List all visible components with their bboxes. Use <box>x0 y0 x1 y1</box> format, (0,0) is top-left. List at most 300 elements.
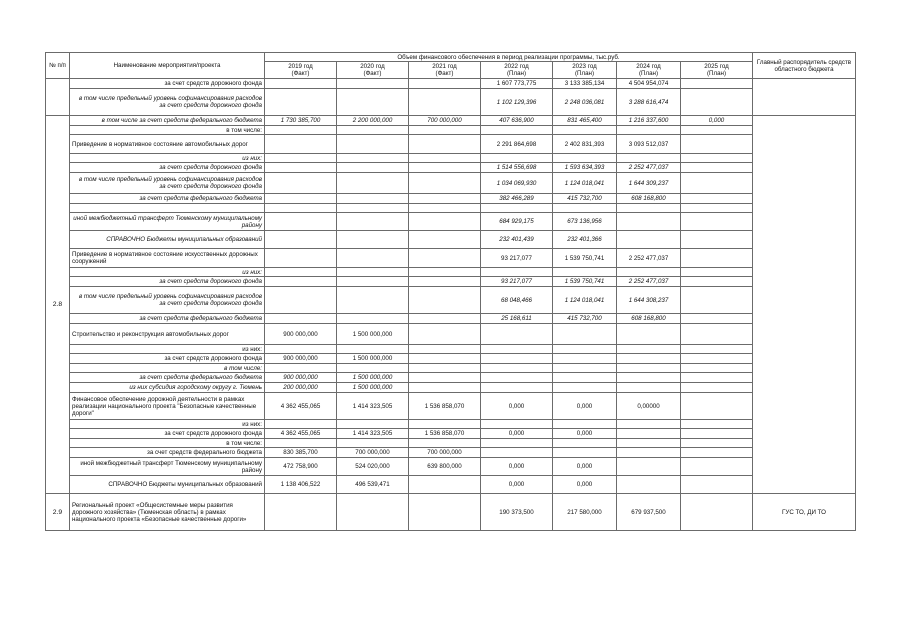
value-cell: 190 373,500 <box>481 494 553 531</box>
value-cell <box>409 126 481 135</box>
value-cell <box>265 194 337 204</box>
header-year-label: 2022 год <box>504 63 529 70</box>
value-cell <box>265 364 337 373</box>
value-cell <box>681 314 753 324</box>
value-cell <box>681 213 753 231</box>
activity-name: за счет средств федерального бюджета <box>70 194 265 204</box>
activity-name: Приведение в нормативное состояние автомобильных дорог <box>70 135 265 154</box>
table-row <box>46 429 856 439</box>
value-cell <box>681 135 753 154</box>
activity-name <box>70 204 265 213</box>
value-cell <box>337 439 409 448</box>
table-row <box>46 420 856 429</box>
value-cell: 1 500 000,000 <box>337 354 409 364</box>
value-cell: 407 636,900 <box>481 116 553 126</box>
value-cell <box>681 458 753 476</box>
value-cell <box>409 373 481 383</box>
value-cell: 1 414 323,505 <box>337 393 409 420</box>
value-cell <box>265 204 337 213</box>
table-row <box>46 373 856 383</box>
header-year-label: 2024 год <box>636 63 661 70</box>
value-cell: 2 252 477,037 <box>617 163 681 173</box>
header-year-kind: (План) <box>706 70 727 77</box>
value-cell <box>265 268 337 277</box>
activity-name: из них: <box>70 268 265 277</box>
value-cell: 1 216 337,600 <box>617 116 681 126</box>
value-cell: 3 093 512,037 <box>617 135 681 154</box>
activity-name: Региональный проект «Общесистемные меры развития дорожного хозяйства» (Тюменская область) в рамках национального проекта «Безопасные качественные дороги» <box>70 494 265 531</box>
table-row <box>46 204 856 213</box>
activity-name: в том числе предельный уровень софинансирования расходов за счет средств дорожного фонда <box>70 89 265 116</box>
table-row <box>46 213 856 231</box>
value-cell <box>265 163 337 173</box>
value-cell <box>553 324 617 345</box>
table-row <box>46 383 856 393</box>
activity-name: в том числе: <box>70 439 265 448</box>
table-row <box>46 116 856 126</box>
value-cell <box>409 383 481 393</box>
value-cell <box>553 364 617 373</box>
value-cell <box>409 364 481 373</box>
value-cell: 830 385,700 <box>265 448 337 458</box>
activity-name: иной межбюджетный трансферт Тюменскому муниципальному району <box>70 458 265 476</box>
value-cell: 2 252 477,037 <box>617 249 681 268</box>
value-cell: 900 000,000 <box>265 373 337 383</box>
value-cell <box>681 383 753 393</box>
value-cell <box>481 439 553 448</box>
activity-name: СПРАВОЧНО Бюджеты муниципальных образований <box>70 231 265 249</box>
value-cell <box>337 494 409 531</box>
value-cell: 200 000,000 <box>265 383 337 393</box>
table-row <box>46 458 856 476</box>
value-cell <box>481 204 553 213</box>
value-cell <box>409 420 481 429</box>
value-cell <box>481 154 553 163</box>
financing-table-sheet <box>45 52 855 531</box>
value-cell <box>681 354 753 364</box>
value-cell <box>617 439 681 448</box>
value-cell: 4 362 455,065 <box>265 393 337 420</box>
value-cell: 700 000,000 <box>409 448 481 458</box>
value-cell: 1 593 634,393 <box>553 163 617 173</box>
value-cell <box>617 383 681 393</box>
value-cell: 1 536 858,070 <box>409 429 481 439</box>
table-row <box>46 173 856 194</box>
value-cell <box>681 345 753 354</box>
value-cell: 2 252 477,037 <box>617 277 681 287</box>
value-cell: 1 539 750,741 <box>553 249 617 268</box>
value-cell <box>337 163 409 173</box>
value-cell <box>337 231 409 249</box>
table-row <box>46 231 856 249</box>
table-header <box>46 53 856 79</box>
value-cell <box>681 89 753 116</box>
value-cell: 1 536 858,070 <box>409 393 481 420</box>
activity-name: Финансовое обеспечение дорожной деятельности в рамках реализации национального проекта "Безопасные качественные дороги" <box>70 393 265 420</box>
value-cell <box>409 345 481 354</box>
value-cell <box>617 458 681 476</box>
value-cell: 608 168,800 <box>617 314 681 324</box>
value-cell: 831 465,400 <box>553 116 617 126</box>
value-cell <box>481 373 553 383</box>
value-cell <box>617 429 681 439</box>
value-cell: 1 124 018,041 <box>553 173 617 194</box>
value-cell <box>681 439 753 448</box>
value-cell: 2 402 831,393 <box>553 135 617 154</box>
table-row <box>46 364 856 373</box>
value-cell: 1 514 556,698 <box>481 163 553 173</box>
value-cell <box>265 287 337 314</box>
value-cell: 1 500 000,000 <box>337 373 409 383</box>
value-cell: 679 937,500 <box>617 494 681 531</box>
value-cell <box>681 154 753 163</box>
value-cell: 1 607 773,775 <box>481 79 553 89</box>
value-cell: 232 401,366 <box>553 231 617 249</box>
value-cell: 700 000,000 <box>409 116 481 126</box>
value-cell <box>337 194 409 204</box>
value-cell <box>481 345 553 354</box>
value-cell: 673 136,956 <box>553 213 617 231</box>
value-cell <box>409 314 481 324</box>
value-cell: 2 291 864,698 <box>481 135 553 154</box>
activity-name: за счет средств дорожного фонда <box>70 429 265 439</box>
row-number: 2.9 <box>46 494 70 531</box>
activity-name: Приведение в нормативное состояние искусственных дорожных сооружений <box>70 249 265 268</box>
value-cell <box>681 163 753 173</box>
header-year-kind: (Факт) <box>435 70 454 77</box>
value-cell <box>681 79 753 89</box>
value-cell: 1 730 385,700 <box>265 116 337 126</box>
value-cell: 1 644 308,237 <box>617 287 681 314</box>
value-cell <box>553 204 617 213</box>
value-cell: 0,000 <box>481 476 553 494</box>
financing-table <box>45 52 856 531</box>
table-body <box>46 79 856 531</box>
activity-name: за счет средств дорожного фонда <box>70 277 265 287</box>
value-cell <box>681 287 753 314</box>
value-cell: 0,000 <box>553 476 617 494</box>
activity-name: из них: <box>70 345 265 354</box>
value-cell <box>337 287 409 314</box>
value-cell: 700 000,000 <box>337 448 409 458</box>
table-row <box>46 154 856 163</box>
value-cell <box>681 126 753 135</box>
table-row <box>46 249 856 268</box>
value-cell <box>265 249 337 268</box>
activity-name: за счет средств дорожного фонда <box>70 163 265 173</box>
value-cell: 4 362 455,065 <box>265 429 337 439</box>
value-cell <box>409 173 481 194</box>
header-owner: Главный распорядитель средств областного бюджета <box>753 53 856 79</box>
value-cell <box>409 231 481 249</box>
value-cell <box>265 135 337 154</box>
activity-name: за счет средств федерального бюджета <box>70 314 265 324</box>
value-cell <box>409 154 481 163</box>
value-cell <box>681 194 753 204</box>
value-cell: 0,000 <box>681 116 753 126</box>
table-row <box>46 314 856 324</box>
value-cell: 232 401,439 <box>481 231 553 249</box>
value-cell <box>617 345 681 354</box>
value-cell: 1 124 018,041 <box>553 287 617 314</box>
value-cell <box>617 213 681 231</box>
value-cell <box>481 126 553 135</box>
value-cell <box>265 420 337 429</box>
row-number: 2.8 <box>46 116 70 494</box>
value-cell <box>265 89 337 116</box>
value-cell: 415 732,700 <box>553 314 617 324</box>
value-cell <box>337 89 409 116</box>
value-cell: 0,000 <box>481 429 553 439</box>
value-cell <box>617 448 681 458</box>
value-cell <box>681 476 753 494</box>
header-year <box>265 62 337 79</box>
table-row <box>46 439 856 448</box>
value-cell <box>617 231 681 249</box>
header-year <box>409 62 481 79</box>
table-row <box>46 345 856 354</box>
activity-name: за счет средств дорожного фонда <box>70 79 265 89</box>
header-year-label: 2020 год <box>360 63 385 70</box>
value-cell <box>409 135 481 154</box>
value-cell <box>409 163 481 173</box>
value-cell <box>553 126 617 135</box>
table-row <box>46 135 856 154</box>
value-cell <box>681 364 753 373</box>
table-row <box>46 354 856 364</box>
activity-name: из них субсидия городскому округу г. Тюмень <box>70 383 265 393</box>
header-name: Наименование мероприятия/проекта <box>70 53 265 79</box>
value-cell <box>617 354 681 364</box>
header-year-kind: (План) <box>506 70 527 77</box>
value-cell <box>681 268 753 277</box>
header-year-label: 2021 год <box>432 63 457 70</box>
table-row <box>46 448 856 458</box>
table-row <box>46 194 856 204</box>
value-cell <box>681 420 753 429</box>
value-cell <box>337 364 409 373</box>
value-cell <box>337 314 409 324</box>
value-cell: 496 539,471 <box>337 476 409 494</box>
value-cell: 0,000 <box>481 458 553 476</box>
owner-cell <box>753 79 856 116</box>
value-cell: 1 414 323,505 <box>337 429 409 439</box>
value-cell <box>617 268 681 277</box>
value-cell: 2 248 036,081 <box>553 89 617 116</box>
row-number <box>46 79 70 116</box>
activity-name: в том числе предельный уровень софинансирования расходов за счет средств дорожного фонда <box>70 287 265 314</box>
value-cell <box>681 429 753 439</box>
value-cell: 1 539 750,741 <box>553 277 617 287</box>
owner-cell: ГУС ТО, ДИ ТО <box>753 494 856 531</box>
value-cell: 0,000 <box>481 393 553 420</box>
value-cell <box>337 135 409 154</box>
value-cell <box>337 249 409 268</box>
activity-name: из них: <box>70 420 265 429</box>
value-cell: 1 034 069,930 <box>481 173 553 194</box>
table-row <box>46 393 856 420</box>
value-cell: 524 020,000 <box>337 458 409 476</box>
value-cell <box>681 277 753 287</box>
activity-name: Строительство и реконструкция автомобильных дорог <box>70 324 265 345</box>
value-cell: 0,000 <box>553 393 617 420</box>
value-cell: 1 644 309,237 <box>617 173 681 194</box>
value-cell <box>617 126 681 135</box>
value-cell: 93 217,077 <box>481 277 553 287</box>
value-cell <box>409 277 481 287</box>
table-row <box>46 287 856 314</box>
value-cell <box>681 204 753 213</box>
value-cell <box>409 204 481 213</box>
value-cell: 217 580,000 <box>553 494 617 531</box>
activity-name: в том числе: <box>70 126 265 135</box>
value-cell: 415 732,700 <box>553 194 617 204</box>
value-cell: 608 168,800 <box>617 194 681 204</box>
value-cell <box>265 154 337 163</box>
value-cell <box>553 420 617 429</box>
header-year <box>617 62 681 79</box>
value-cell <box>617 154 681 163</box>
table-row <box>46 126 856 135</box>
value-cell <box>337 213 409 231</box>
value-cell: 639 800,000 <box>409 458 481 476</box>
activity-name: СПРАВОЧНО Бюджеты муниципальных образований <box>70 476 265 494</box>
value-cell: 472 758,900 <box>265 458 337 476</box>
table-row <box>46 79 856 89</box>
value-cell <box>481 354 553 364</box>
activity-name: в том числе за счет средств федерального бюджета <box>70 116 265 126</box>
header-year-kind: (План) <box>638 70 659 77</box>
value-cell: 3 288 616,474 <box>617 89 681 116</box>
table-row <box>46 324 856 345</box>
value-cell <box>337 79 409 89</box>
value-cell <box>409 354 481 364</box>
value-cell <box>553 383 617 393</box>
value-cell <box>553 354 617 364</box>
activity-name: в том числе: <box>70 364 265 373</box>
value-cell <box>681 393 753 420</box>
value-cell: 0,000 <box>553 458 617 476</box>
value-cell: 3 133 385,134 <box>553 79 617 89</box>
value-cell <box>337 277 409 287</box>
header-year-kind: (План) <box>574 70 595 77</box>
value-cell <box>265 314 337 324</box>
table-row <box>46 277 856 287</box>
value-cell: 93 217,077 <box>481 249 553 268</box>
value-cell <box>337 420 409 429</box>
value-cell <box>681 173 753 194</box>
value-cell <box>265 213 337 231</box>
value-cell <box>265 277 337 287</box>
value-cell <box>553 154 617 163</box>
value-cell <box>681 231 753 249</box>
value-cell <box>553 448 617 458</box>
value-cell <box>617 420 681 429</box>
table-row <box>46 89 856 116</box>
value-cell <box>337 268 409 277</box>
value-cell <box>553 439 617 448</box>
value-cell: 1 500 000,000 <box>337 383 409 393</box>
value-cell <box>265 345 337 354</box>
header-year-kind: (Факт) <box>363 70 382 77</box>
value-cell <box>337 154 409 163</box>
value-cell <box>409 79 481 89</box>
value-cell <box>617 476 681 494</box>
value-cell <box>265 494 337 531</box>
header-year <box>481 62 553 79</box>
activity-name: за счет средств федерального бюджета <box>70 373 265 383</box>
value-cell: 382 466,289 <box>481 194 553 204</box>
value-cell <box>681 373 753 383</box>
value-cell: 4 504 954,074 <box>617 79 681 89</box>
value-cell <box>409 287 481 314</box>
value-cell: 25 168,611 <box>481 314 553 324</box>
value-cell <box>409 324 481 345</box>
value-cell <box>553 268 617 277</box>
value-cell <box>409 89 481 116</box>
value-cell <box>337 345 409 354</box>
value-cell <box>265 231 337 249</box>
value-cell <box>481 324 553 345</box>
value-cell: 0,00000 <box>617 393 681 420</box>
value-cell <box>409 439 481 448</box>
value-cell: 2 200 000,000 <box>337 116 409 126</box>
value-cell <box>409 194 481 204</box>
activity-name: за счет средств федерального бюджета <box>70 448 265 458</box>
header-year <box>681 62 753 79</box>
header-year-kind: (Факт) <box>291 70 310 77</box>
activity-name: в том числе предельный уровень софинансирования расходов за счет средств дорожного фонда <box>70 173 265 194</box>
header-year-label: 2023 год <box>572 63 597 70</box>
value-cell <box>681 448 753 458</box>
table-row <box>46 163 856 173</box>
value-cell <box>409 476 481 494</box>
header-year <box>553 62 617 79</box>
value-cell <box>617 324 681 345</box>
value-cell <box>337 126 409 135</box>
owner-cell <box>753 116 856 494</box>
table-row <box>46 268 856 277</box>
value-cell <box>617 364 681 373</box>
value-cell <box>337 173 409 194</box>
value-cell <box>553 345 617 354</box>
value-cell <box>409 249 481 268</box>
value-cell: 1 102 129,396 <box>481 89 553 116</box>
value-cell: 684 929,175 <box>481 213 553 231</box>
value-cell <box>265 439 337 448</box>
value-cell <box>481 268 553 277</box>
value-cell <box>481 383 553 393</box>
value-cell <box>265 126 337 135</box>
value-cell <box>409 494 481 531</box>
value-cell <box>617 373 681 383</box>
value-cell <box>553 373 617 383</box>
table-row <box>46 494 856 531</box>
table-row <box>46 476 856 494</box>
value-cell <box>265 79 337 89</box>
header-year-label: 2019 год <box>288 63 313 70</box>
value-cell <box>617 204 681 213</box>
header-num: № п/п <box>46 53 70 79</box>
value-cell <box>481 420 553 429</box>
value-cell <box>409 268 481 277</box>
value-cell: 68 048,466 <box>481 287 553 314</box>
value-cell <box>409 213 481 231</box>
value-cell <box>681 494 753 531</box>
value-cell <box>681 249 753 268</box>
value-cell: 1 500 000,000 <box>337 324 409 345</box>
value-cell: 0,000 <box>553 429 617 439</box>
